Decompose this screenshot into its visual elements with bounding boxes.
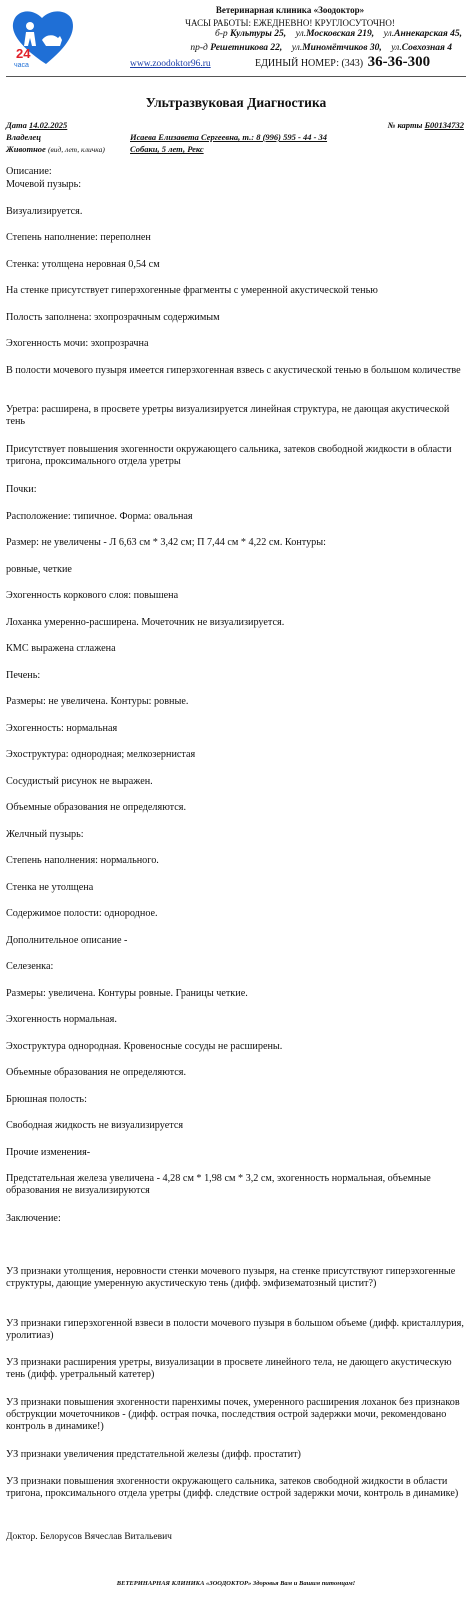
- paragraph: Лоханка умеренно-расширена. Мочеточник не визуализируется.: [6, 617, 285, 628]
- phone-number: 36-36-300: [367, 54, 431, 70]
- paragraph: Объемные образования не определяются.: [6, 802, 187, 813]
- paragraph: Предстательная железа увеличена - 4,28 см * 1,98 см * 3,2 см, эхогенность нормальная, объемные образования не визуализируются: [6, 1173, 431, 1196]
- paragraph: Уретра: расширена, в просвете уретры визуализируется линейная структура, не дающая акустической тень: [6, 404, 450, 427]
- animal-label: Животное (вид, лет, кличка): [6, 144, 105, 154]
- paragraph: Сосудистый рисунок не выражен.: [6, 776, 153, 787]
- owner-label: Владелец: [6, 132, 41, 142]
- header-divider: [6, 76, 466, 77]
- document-title: Ультразвуковая Диагностика: [145, 95, 327, 110]
- paragraph: На стенке присутствует гиперэхогенные фрагменты с умеренной акустической тенью: [6, 285, 378, 296]
- paragraph: Содержимое полости: однородное.: [6, 908, 158, 919]
- paragraph: Заключение:: [6, 1213, 61, 1224]
- paragraph: Эхогенность: нормальная: [6, 723, 118, 734]
- paragraph: УЗ признаки гиперэхогенной взвеси в полости мочевого пузыря в большом объеме (дифф. кристаллурия, уролитиаз): [6, 1318, 464, 1341]
- paragraph: УЗ признаки повышения эхогенности паренхимы почек, умеренного расширения лоханок без признаков обструкции мочеточников - (дифф. острая почка, последствия острой задержки мочи, рекомендовано контроль в динамике!): [6, 1397, 460, 1432]
- paragraph: УЗ признаки расширения уретры, визуализации в просвете линейного тела, не дающего акустическую тень (дифф. уретральный катетер): [6, 1357, 452, 1380]
- owner-value: Исаева Елизавета Сергеевна, т.: 8 (996) 595 - 44 - 34: [130, 132, 328, 142]
- paragraph: ровные, четкие: [6, 564, 72, 575]
- paragraph: Размер: не увеличены - Л 6,63 см * 3,42 см; П 7,44 см * 4,22 см. Контуры:: [6, 537, 326, 548]
- paragraph: Эхоструктура: однородная; мелкозернистая: [6, 749, 196, 760]
- address-line-1: б-р Культуры 25, ул.Московская 219, ул.Аннекарская 45,: [214, 29, 462, 39]
- footer-slogan: ВЕТЕРИНАРНАЯ КЛИНИКА «ЗООДОКТОР» Здоровья Вам и Вашим питомцам!: [116, 1580, 356, 1587]
- svg-text:24: 24: [16, 46, 31, 61]
- paragraph: Селезенка:: [6, 961, 54, 972]
- paragraph: Брюшная полость:: [6, 1094, 87, 1105]
- paragraph: Полость заполнена: эхопрозрачным содержимым: [6, 312, 220, 323]
- working-hours: ЧАСЫ РАБОТЫ: ЕЖЕДНЕВНО! КРУГЛОСУТОЧНО!: [185, 18, 395, 28]
- paragraph: Степень наполнение: переполнен: [6, 232, 151, 243]
- paragraph: Эхоструктура однородная. Кровеносные сосуды не расширены.: [6, 1041, 283, 1052]
- phone-block: [255, 54, 430, 71]
- letterhead: [0, 0, 472, 80]
- paragraph: Эхогенность мочи: эхопрозрачна: [6, 338, 149, 349]
- paragraph: Почки:: [6, 484, 37, 495]
- paragraph: В полости мочевого пузыря имеется гиперэхогенная взвесь с акустической тенью в большом количестве: [6, 365, 461, 376]
- clinic-name: Ветеринарная клиника «Зоодоктор»: [215, 5, 365, 15]
- paragraph: Степень наполнения: нормального.: [6, 855, 159, 866]
- website-link[interactable]: www.zoodoktor96.ru: [130, 59, 211, 69]
- paragraph: Описание:: [6, 166, 52, 177]
- paragraph: Стенка: утолщена неровная 0,54 см: [6, 259, 160, 270]
- card-number-field: № карты Б00134732: [387, 120, 464, 130]
- paragraph: Расположение: типичное. Форма: овальная: [6, 511, 193, 522]
- paragraph: КМС выражена сглажена: [6, 643, 116, 654]
- paragraph: УЗ признаки увеличения предстательной железы (дифф. простатит): [6, 1449, 301, 1460]
- paragraph: Эхогенность коркового слоя: повышена: [6, 590, 179, 601]
- paragraph: Прочие изменения-: [6, 1147, 91, 1158]
- paragraph: Свободная жидкость не визуализируется: [6, 1120, 184, 1131]
- paragraph: Размеры: увеличена. Контуры ровные. Границы четкие.: [6, 988, 248, 999]
- paragraph: Дополнительное описание -: [6, 935, 128, 946]
- phone-label: ЕДИНЫЙ НОМЕР: (343): [255, 58, 364, 69]
- paragraph: УЗ признаки повышения эхогенности окружающего сальника, затеков свободной жидкости в области тригона, проксимального отдела уретры (дифф. следствие острой задержки мочи, контроль в динамике): [6, 1476, 459, 1499]
- paragraph: Размеры: не увеличена. Контуры: ровные.: [6, 696, 189, 707]
- animal-value: Собаки, 5 лет, Рекс: [130, 144, 204, 154]
- paragraph: УЗ признаки утолщения, неровности стенки мочевого пузыря, на стенке присутствуют гиперэхогенные структуры, дающие умеренную акустическую тень (дифф. эмфизематозный цистит?): [6, 1266, 456, 1289]
- svg-text:часа: часа: [14, 62, 29, 69]
- paragraph: Эхогенность нормальная.: [6, 1014, 117, 1025]
- paragraph: Мочевой пузырь:: [6, 179, 82, 190]
- date-field: Дата 14.02.2025: [6, 120, 68, 130]
- address-line-2: пр-д Решетникова 22, ул.Миномётчиков 30, ул.Совхозная 4: [190, 43, 452, 53]
- paragraph: Визуализируется.: [6, 206, 83, 217]
- paragraph: Объемные образования не определяются.: [6, 1067, 187, 1078]
- clinic-logo-icon: [8, 6, 106, 70]
- paragraph: Присутствует повышения эхогенности окружающего сальника, затеков свободной жидкости в области тригона, проксимального отдела уретры: [6, 444, 452, 467]
- paragraph: Стенка не утолщена: [6, 882, 94, 893]
- paragraph: Печень:: [6, 670, 41, 681]
- paragraph: Желчный пузырь:: [6, 829, 84, 840]
- doctor-signature-line: Доктор. Белорусов Вячеслав Витальевич: [6, 1532, 172, 1542]
